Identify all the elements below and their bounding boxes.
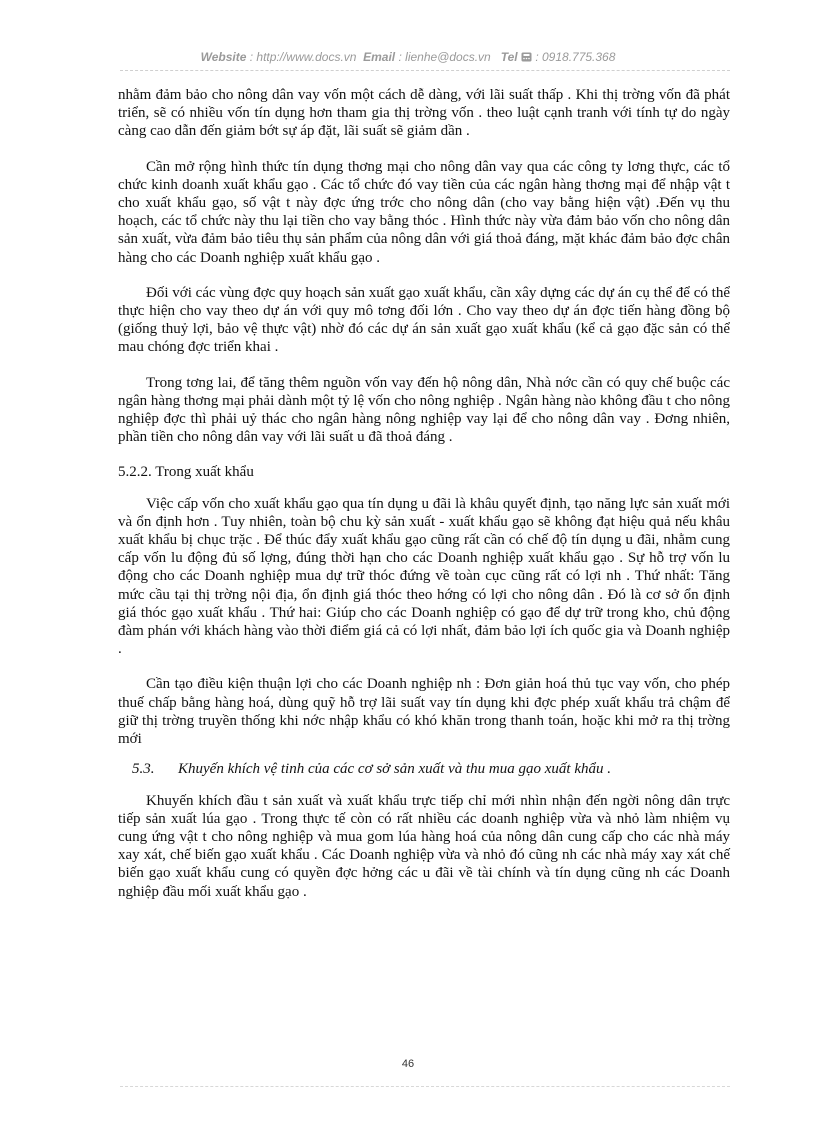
section-title: Khuyến khích vệ tinh của các cơ sở sản xuất và thu mua gạo xuất khẩu . xyxy=(178,761,611,778)
section-heading xyxy=(132,760,730,778)
subsection-heading: 5.2.2. Trong xuất khẩu xyxy=(118,464,254,481)
paragraph-6: Cần tạo điều kiện thuận lợi cho các Doanh nghiệp nh : Đơn giản hoá thủ tục vay vốn, cho phép thuế chấp bằng hàng hoá, dùng quỹ hỗ trợ lãi suất vay tín dụng khi đợc phép xuất khẩu trả chậm để giữ thị trờng truyền thống khi nớc nhập khẩu có khó khăn trong thanh toán, hoặc khi mở ra thị trờng mới xyxy=(118,676,730,748)
section-number: 5.3. xyxy=(132,761,155,778)
paragraph-7: Khuyến khích đầu t sản xuất và xuất khẩu trực tiếp chỉ mới nhìn nhận đến ngời nông dân trực tiếp sản xuất lúa gạo . Trong thực tế còn có rất nhiều các doanh nghiệp vừa và nhỏ làm nhiệm vụ cung ứng vật t cho nông nghiệp và mua gom lúa hàng hoá của nông dân cung cấp cho các nhà máy xay xát, chế biến gạo xuất khẩu . Các Doanh nghiệp vừa và nhỏ đó cũng nh các nhà máy xay xát chế biến gạo xuất khẩu cung có quyền đợc hởng các u đãi về tài chính và tín dụng cũng nh các Doanh nghiệp đầu mối xuất khẩu gạo . xyxy=(118,792,730,900)
tel-label: Tel xyxy=(500,50,518,64)
page-number: 46 xyxy=(401,1058,415,1070)
footer-divider xyxy=(120,1086,730,1087)
paragraph-4: Trong tơng lai, để tăng thêm nguồn vốn vay đến hộ nông dân, Nhà nớc cần có quy chế buộc các ngân hàng thơng mại phải dành một tỷ lệ vốn cho nông nghiệp . Ngân hàng nào không đầu t cho nông nghiệp đợc thì phải uỷ thác cho ngân hàng nông nghiệp vay lại để cho nông dân vay . Đơng nhiên, phần tiền cho nông dân vay với lãi suất u đã thoả đáng . xyxy=(118,374,730,446)
page-header xyxy=(0,50,816,64)
page-body xyxy=(118,86,730,918)
paragraph-3: Đối với các vùng đợc quy hoạch sản xuất gạo xuất khẩu, cần xây dựng các dự án cụ thể để có thể thực hiện cho vay theo dự án với quy mô tơng đối lớn . Cho vay theo dự án đợc tiến hàng đồng bộ (giống thuỷ lợi, bảo vệ thực vật) nhờ đó các dự án sản xuất gạo xuất khẩu (kể cả gạo đặc sản có thể mau chóng đợc triển khai . xyxy=(118,284,730,356)
header-divider xyxy=(120,70,730,71)
paragraph-2: Cần mở rộng hình thức tín dụng thơng mại cho nông dân vay qua các công ty lơng thực, các tổ chức kinh doanh xuất khẩu gạo . Các tổ chức đó vay tiền của các ngân hàng thơng mại để nhập vật t cho xuất khẩu gạo, số vật t này đợc ứng trớc cho nông dân (cho vay bằng hiện vật) .Đến vụ thu hoạch, các tổ chức này thu lại tiền cho vay bằng thóc . Hình thức này vừa đảm bảo vốn cho nông dân sản xuất, vừa đảm bảo tiêu thụ sản phẩm của nông dân với giá thoả đáng, mặt khác đảm bảo đợc chân hàng cho các Doanh nghiệp xuất khẩu gạo . xyxy=(118,158,730,266)
paragraph-5: Việc cấp vốn cho xuất khẩu gạo qua tín dụng u đãi là khâu quyết định, tạo năng lực sản xuất mới và ổn định hơn . Tuy nhiên, toàn bộ chu kỳ sản xuất - xuất khẩu gạo sẽ không đạt hiệu quả nếu khâu xuất khẩu bị chục trặc . Để thúc đẩy xuất khẩu gạo cũng rất cần có chế độ tín dụng u đãi, nhằm cung cấp vốn lu động đủ số lợng, đúng thời hạn cho các Doanh nghiệp xuất khẩu gạo . Sự hỗ trợ vốn lu động cho các Doanh nghiệp mua dự trữ thóc đứng về toàn cục cũng rất có lợi nh . Thứ nhất: Tăng mức cầu tại thị trờng nội địa, ổn định giá thóc theo hớng có lợi cho nông dân . Đó là cơ sở ổn định giá thóc gạo xuất khẩu . Thứ hai: Giúp cho các Doanh nghiệp có gạo để dự trữ trong kho, chủ động đàm phán với khách hàng vào thời điểm giá cả có lợi nhất, đảm bảo lợi ích quốc gia và Doanh nghiệp . xyxy=(118,495,730,658)
email-label: Email xyxy=(363,50,396,64)
email-value[interactable]: : lienhe@docs.vn xyxy=(398,50,491,64)
phone-icon xyxy=(521,50,532,64)
website-value[interactable]: : http://www.docs.vn xyxy=(249,50,357,64)
tel-value: : 0918.775.368 xyxy=(535,50,616,64)
paragraph-1: nhằm đảm bảo cho nông dân vay vốn một cách dễ dàng, với lãi suất thấp . Khi thị trờng vốn đã phát triển, sẽ có nhiều vốn tín dụng hơn tham gia thị trờng vốn . theo luật cạnh tranh với tính tự do ngày càng cao dẫn đến giảm bớt sự áp đặt, lãi suất sẽ giảm dần . xyxy=(118,87,730,140)
website-label: Website xyxy=(200,50,247,64)
